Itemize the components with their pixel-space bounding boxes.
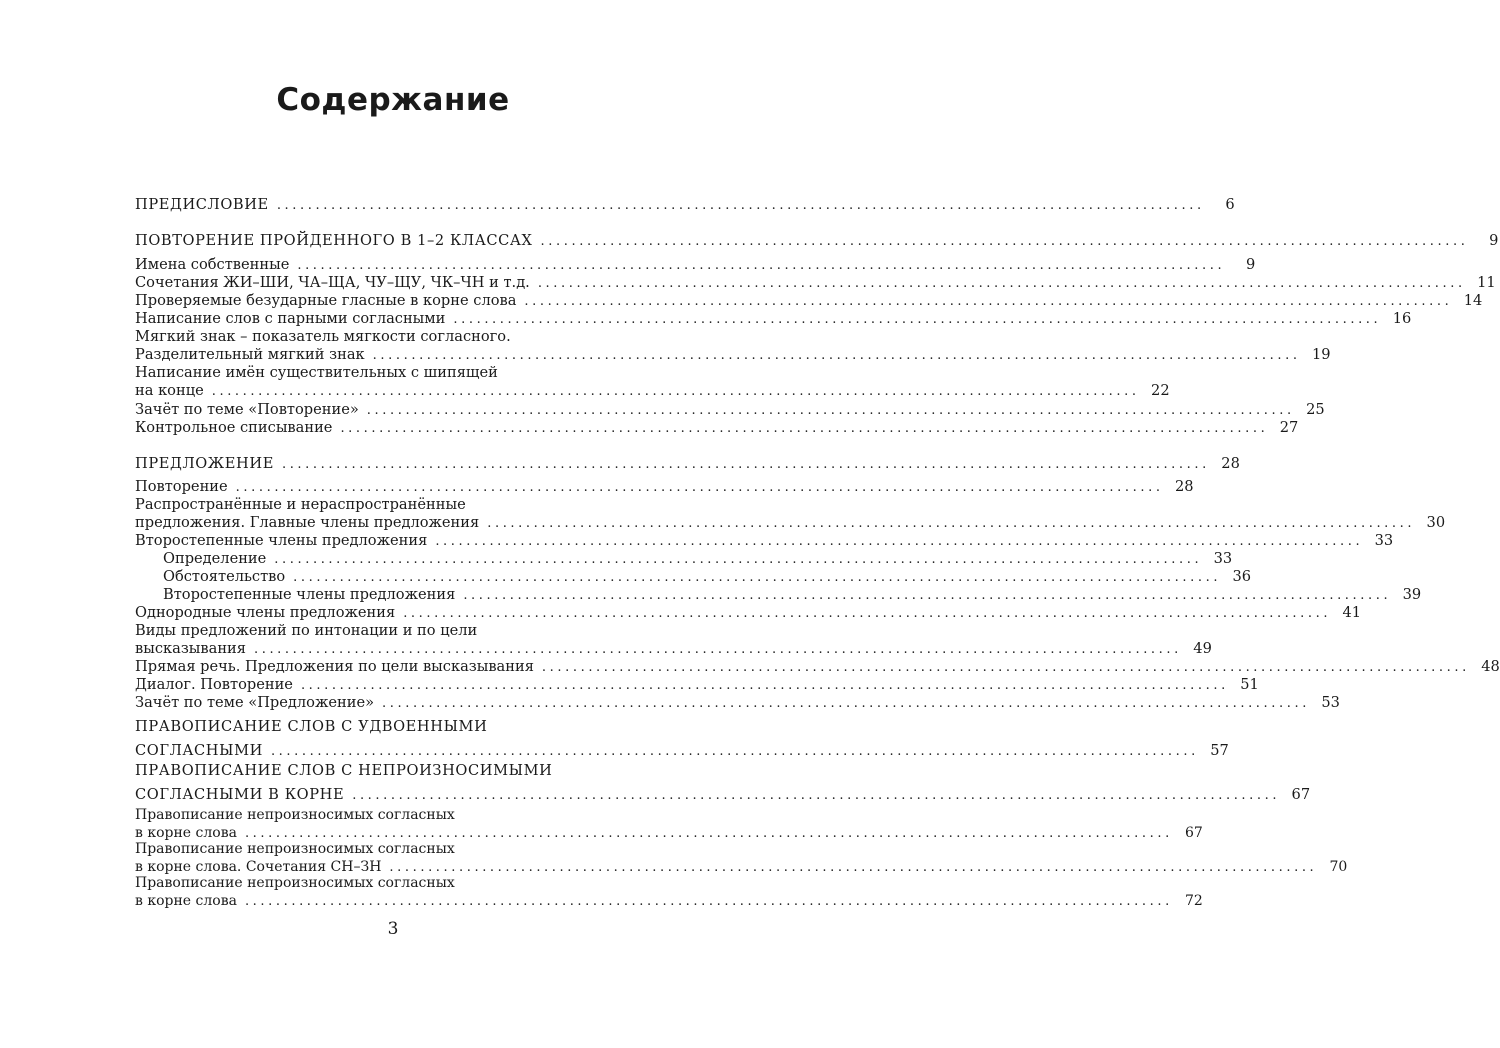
dot-leader: ........................................................................................................................ xyxy=(300,678,1229,693)
dot-leader: ........................................................................................................................ xyxy=(463,588,1392,603)
toc-entry-title-line: ПРАВОПИСАНИЕ СЛОВ С УДВОЕННЫМИ xyxy=(135,718,488,735)
toc-entry-title: Зачёт по теме «Предложение» xyxy=(135,694,375,711)
toc-entry xyxy=(135,292,1483,311)
dot-leader: ........................................................................................................................ xyxy=(541,660,1470,675)
page-title: Содержание xyxy=(276,82,510,118)
toc-entry-title: на конце xyxy=(135,382,204,399)
toc-entry-title: Второстепенные члены предложения xyxy=(135,532,428,549)
toc-entry-page: 25 xyxy=(1306,401,1325,418)
toc-entry-title: Повторение xyxy=(135,478,228,495)
dot-leader: ........................................................................................................................ xyxy=(244,894,1173,909)
toc-entry xyxy=(135,622,1212,659)
toc-entry-page: 22 xyxy=(1151,382,1170,399)
toc-entry-page: 27 xyxy=(1279,419,1299,436)
toc-entry-title: предложения. Главные члены предложения xyxy=(135,514,480,531)
toc-entry-page: 19 xyxy=(1311,346,1331,363)
toc-entry-page: 28 xyxy=(1174,478,1194,495)
toc-entry-title: Однородные члены предложения xyxy=(135,604,396,621)
toc-entry-page: 53 xyxy=(1321,694,1340,711)
toc-entry xyxy=(135,806,1203,843)
toc-entry-title-line: Распространённые и нераспространённые xyxy=(135,496,466,513)
dot-leader: ........................................................................................................................ xyxy=(372,348,1301,363)
toc-entry-page: 28 xyxy=(1221,455,1240,472)
dot-leader: ........................................................................................................................ xyxy=(211,384,1140,399)
toc-entry xyxy=(135,478,1194,497)
toc-entry-title-line: Правописание непроизносимых согласных xyxy=(135,807,455,823)
dot-leader: ........................................................................................................................ xyxy=(274,552,1203,567)
toc-entry-page: 6 xyxy=(1225,196,1235,213)
dot-leader: ........................................................................................................................ xyxy=(389,860,1318,875)
toc-entry-title: ПРЕДИСЛОВИЕ xyxy=(135,196,269,213)
toc-entry xyxy=(135,274,1496,293)
toc-entry-title-line: ПРАВОПИСАНИЕ СЛОВ С НЕПРОИЗНОСИМЫМИ xyxy=(135,762,553,779)
toc-entry-page: 51 xyxy=(1240,676,1259,693)
toc-entry-title: Прямая речь. Предложения по цели высказывания xyxy=(135,658,534,675)
toc-entry-title: Обстоятельство xyxy=(163,568,286,585)
dot-leader: ........................................................................................................................ xyxy=(352,788,1281,803)
toc-entry-page: 67 xyxy=(1291,786,1311,803)
toc-entry-page: 11 xyxy=(1477,274,1496,291)
toc-entry-title: Сочетания ЖИ–ШИ, ЧА–ЩА, ЧУ–ЩУ, ЧК–ЧН и т.д. xyxy=(135,274,530,291)
toc-entry-title: Определение xyxy=(163,550,267,567)
toc-entry-title: в корне слова. Сочетания СН–ЗН xyxy=(135,859,382,875)
toc-entry-page: 30 xyxy=(1426,514,1446,531)
toc-entry xyxy=(135,568,1252,587)
toc-entry xyxy=(135,419,1299,438)
dot-leader: ........................................................................................................................ xyxy=(487,516,1416,531)
toc-entry-title: Написание слов с парными согласными xyxy=(135,310,446,327)
toc-entry-page: 72 xyxy=(1185,893,1203,909)
toc-entry-page: 9 xyxy=(1489,232,1499,249)
toc-entry xyxy=(135,718,1229,761)
dot-leader: ........................................................................................................................ xyxy=(403,606,1332,621)
toc-entry-title: в корне слова xyxy=(135,893,237,909)
toc-entry-page: 16 xyxy=(1392,310,1412,327)
dot-leader: ........................................................................................................................ xyxy=(524,294,1453,309)
toc-entry-title: Проверяемые безударные гласные в корне слова xyxy=(135,292,517,309)
toc-entry xyxy=(135,364,1170,401)
toc-entry-page: 33 xyxy=(1374,532,1394,549)
toc-entry xyxy=(135,455,1240,474)
dot-leader: ........................................................................................................................ xyxy=(253,642,1182,657)
toc-entry xyxy=(135,586,1422,605)
toc-entry-title: ПРЕДЛОЖЕНИЕ xyxy=(135,455,274,472)
dot-leader: ........................................................................................................................ xyxy=(537,276,1466,291)
toc-entry-title: высказывания xyxy=(135,640,246,657)
toc-entry-title: Контрольное списывание xyxy=(135,419,333,436)
toc-entry-title-line: Правописание непроизносимых согласных xyxy=(135,875,455,891)
toc-entry xyxy=(135,840,1348,877)
toc-entry xyxy=(135,328,1331,365)
toc-entry-title-line: Мягкий знак – показатель мягкости согласного. xyxy=(135,328,511,345)
toc-entry-title-line: Виды предложений по интонации и по цели xyxy=(135,622,478,639)
toc-entry xyxy=(135,550,1233,569)
toc-entry-page: 39 xyxy=(1402,586,1422,603)
toc-entry-page: 36 xyxy=(1232,568,1252,585)
toc-entry-title: Имена собственные xyxy=(135,256,290,273)
toc-entry xyxy=(135,256,1256,275)
toc-entry xyxy=(135,196,1235,215)
toc-entry-page: 14 xyxy=(1463,292,1483,309)
dot-leader: ........................................................................................................................ xyxy=(235,480,1164,495)
toc-entry xyxy=(135,496,1446,533)
toc-entry xyxy=(135,676,1259,695)
toc-entry xyxy=(135,762,1311,805)
toc-entry-page: 67 xyxy=(1185,825,1203,841)
dot-leader: ........................................................................................................................ xyxy=(435,534,1364,549)
toc-entry xyxy=(135,310,1412,329)
toc-entry xyxy=(135,604,1362,623)
toc-entry-page: 33 xyxy=(1213,550,1233,567)
dot-leader: ........................................................................................................................ xyxy=(244,826,1173,841)
toc-entry xyxy=(135,658,1500,677)
dot-leader: ........................................................................................................................ xyxy=(276,198,1205,213)
toc-entry xyxy=(135,694,1340,713)
toc-entry-page: 70 xyxy=(1329,859,1348,875)
dot-leader: ........................................................................................................................ xyxy=(293,570,1222,585)
toc-entry-title: СОГЛАСНЫМИ В КОРНЕ xyxy=(135,786,345,803)
toc-entry-title: Диалог. Повторение xyxy=(135,676,293,693)
toc-entry-title: в корне слова xyxy=(135,825,237,841)
toc-entry-page: 57 xyxy=(1210,742,1229,759)
toc-entry-title: Разделительный мягкий знак xyxy=(135,346,365,363)
page-number: 3 xyxy=(387,919,399,939)
toc-entry-title: СОГЛАСНЫМИ xyxy=(135,742,263,759)
toc-entry-title: Зачёт по теме «Повторение» xyxy=(135,401,359,418)
dot-leader: ........................................................................................................................ xyxy=(281,457,1210,472)
dot-leader: ........................................................................................................................ xyxy=(540,234,1469,249)
toc-entry-title: ПОВТОРЕНИЕ ПРОЙДЕННОГО В 1–2 КЛАССАХ xyxy=(135,232,533,249)
dot-leader: ........................................................................................................................ xyxy=(340,421,1269,436)
toc-entry xyxy=(135,401,1325,420)
toc-entry-page: 49 xyxy=(1193,640,1212,657)
toc-entry xyxy=(135,232,1499,251)
toc-entry xyxy=(135,532,1394,551)
toc-entry-page: 41 xyxy=(1342,604,1362,621)
toc-entry-title-line: Написание имён существительных с шипящей xyxy=(135,364,498,381)
toc-entry-title-line: Правописание непроизносимых согласных xyxy=(135,841,455,857)
dot-leader: ........................................................................................................................ xyxy=(382,696,1310,711)
dot-leader: ........................................................................................................................ xyxy=(366,403,1295,418)
toc-entry-title: Второстепенные члены предложения xyxy=(163,586,456,603)
dot-leader: ........................................................................................................................ xyxy=(270,744,1199,759)
toc-entry xyxy=(135,874,1203,911)
toc-entry-page: 48 xyxy=(1481,658,1500,675)
dot-leader: ........................................................................................................................ xyxy=(297,258,1226,273)
dot-leader: ........................................................................................................................ xyxy=(453,312,1382,327)
toc-entry-page: 9 xyxy=(1245,256,1256,273)
